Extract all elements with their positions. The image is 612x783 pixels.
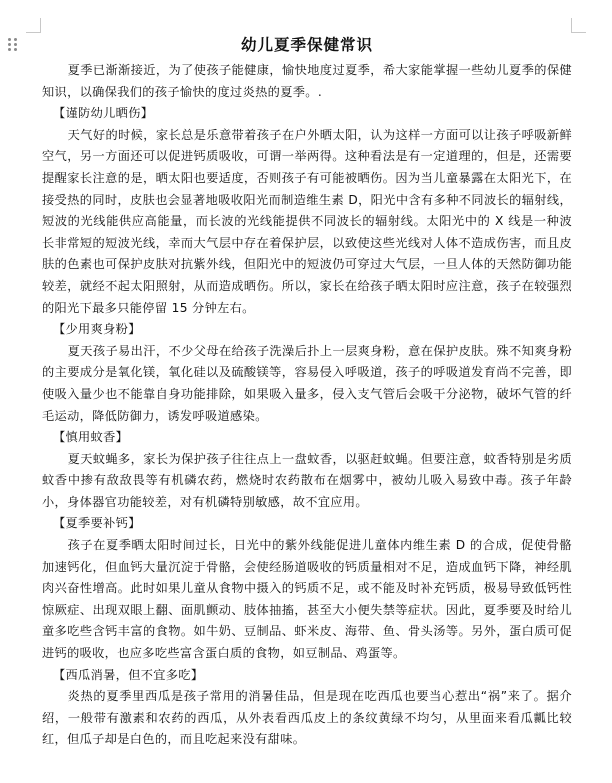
section-heading-watermelon: 【西瓜消暑，但不宜多吃】	[52, 667, 204, 682]
section-body-sunburn: 天气好的时候，家长总是乐意带着孩子在户外晒太阳，认为这样一方面可以让孩子呼吸新鲜空气，另一方面还可以促进钙质吸收，可谓一举两得。这种看法是有一定道理的，但是，还需要提醒家长注意的是，晒太阳也要适度，否则孩子有可能被晒伤。因为当儿童暴露在太阳光下，在接受热的同时，皮肤也会显著地吸收阳光而制造维生素 D，阳光中含有多种不同波长的辐射线，短波的光线能供应高能量，而长波的光线能提供不同波长的辐射线。太阳光中的 X 线是一种波长非常短的短波光线，幸而大气层中存在着保护层，以致使这些光线对人体不造成伤害，而且皮肤的色素也可保护皮肤对抗紫外线，但阳光中的短波仍可穿过大气层，一旦人体的天然防御功能较差，就经不起太阳照射，从而造成晒伤。所以，家长在给孩子晒太阳时应注意，孩子在较强烈的阳光下最多只能停留 15 分钟左右。	[42, 127, 572, 315]
section-heading-calcium: 【夏季要补钙】	[52, 516, 141, 531]
section-body-powder: 夏天孩子易出汗，不少父母在给孩子洗澡后扑上一层爽身粉，意在保护皮肤。殊不知爽身粉的主要成分是氧化镁，氧化硅以及硫酸镁等，容易侵入呼吸道，孩子的呼吸道发育尚不完善，即使吸入量少也不能靠自身功能排除，如果吸入量多，侵入支气管后会吸干分泌物，破坏气管的纤毛运动，降低防御力，诱发呼吸道感染。	[42, 343, 572, 423]
page-corner-mark-right	[571, 18, 586, 33]
section-heading-mosquito-coil: 【慎用蚊香】	[52, 430, 129, 445]
page-corner-mark-left	[26, 18, 41, 33]
section-heading-sunburn: 【谨防幼儿晒伤】	[52, 106, 154, 121]
intro-paragraph: 夏季已渐渐接近，为了使孩子能健康，愉快地度过夏季，希大家能掌握一些幼儿夏季的保健知识，以确保我们的孩子愉快的度过炎热的夏季。.	[42, 63, 572, 99]
section-heading-powder: 【少用爽身粉】	[52, 322, 141, 337]
section-body-mosquito-coil: 夏天蚊蝇多，家长为保护孩子往往点上一盘蚊香，以驱赶蚊蝇。但要注意，蚊香特别是劣质蚊香中掺有敌敌畏等有机磷农药，燃烧时农药散布在烟雾中，被幼儿吸入易致中毒。孩子年龄小，身体器官功能较差，对有机磷特别敏感，故不宜应用。	[42, 451, 572, 509]
section-body-calcium: 孩子在夏季晒太阳时间过长，日光中的紫外线能促进儿童体内维生素 D 的合成，促使骨骼加速钙化，但血钙大量沉淀于骨骼，会使经肠道吸收的钙质量相对不足，造成血钙下降，神经肌肉兴奋性增高。此时如果儿童从食物中摄入的钙质不足，或不能及时补充钙质，极易导致低钙性惊厥症、出现双眼上翻、面肌颤动、肢体抽搐，甚至大小便失禁等症状。因此，夏季要及时给儿童多吃些含钙丰富的食物。如牛奶、豆制品、虾米皮、海带、鱼、骨头汤等。另外，蛋白质可促进钙的吸收，也应多吃些富含蛋白质的食物，如豆制品、鸡蛋等。	[42, 538, 572, 661]
document-title: 幼儿夏季保健常识	[240, 36, 373, 54]
section-body-watermelon: 炎热的夏季里西瓜是孩子常用的消暑佳品，但是现在吃西瓜也要当心惹出“祸”来了。据介绍，一般带有激素和农药的西瓜，从外表看西瓜皮上的条纹黄绿不均匀，从里面来看瓜瓤比较红，但瓜子却是白色的，而且吃起来没有甜味。	[42, 689, 572, 747]
document-page	[42, 34, 572, 751]
drag-handle-icon[interactable]	[8, 38, 20, 50]
